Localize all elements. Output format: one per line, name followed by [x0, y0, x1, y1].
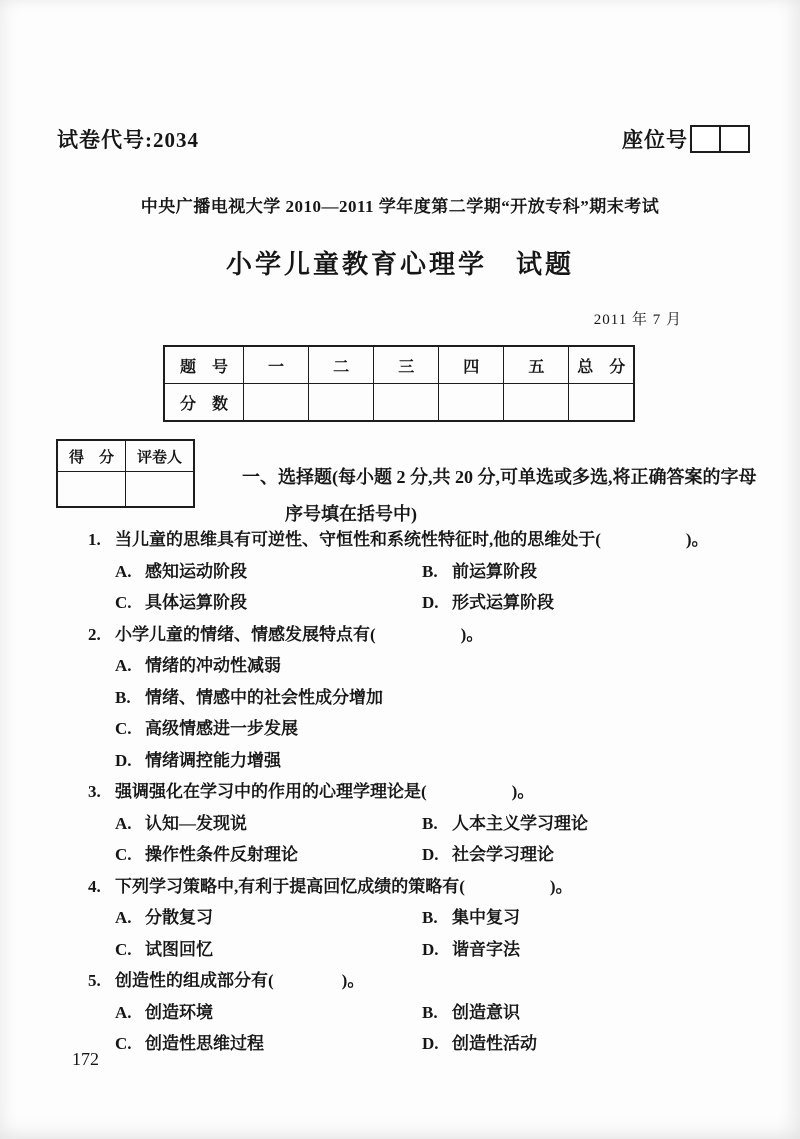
- option-d: [115, 745, 754, 777]
- option-c: [115, 713, 754, 745]
- option-text: 高级情感进一步发展: [145, 719, 298, 738]
- option-d: [422, 1028, 754, 1060]
- score-table-empty-cell: [439, 384, 504, 422]
- option-label: C.: [115, 719, 132, 738]
- section-one-heading: [242, 459, 762, 533]
- option-text: 谐音字法: [452, 939, 520, 959]
- option-text: 情绪调控能力增强: [145, 750, 281, 770]
- question-stem: 小学儿童的情绪、情感发展特点有( )。: [115, 624, 484, 644]
- option-label: A.: [115, 813, 132, 833]
- question-stem-line: [88, 524, 754, 556]
- option-b: [422, 556, 754, 588]
- option-a: [115, 902, 422, 934]
- option-text: 人本主义学习理论: [452, 813, 588, 833]
- option-c: [115, 934, 422, 966]
- options: [115, 902, 754, 965]
- option-text: 形式运算阶段: [452, 593, 554, 612]
- option-a: [115, 650, 754, 682]
- option-b: [422, 997, 754, 1029]
- score-table-cell: 三: [374, 346, 439, 384]
- section-heading-line2: 序号填在括号中): [285, 504, 417, 524]
- grader-label-cell: 评卷人: [126, 440, 195, 472]
- option-a: [115, 808, 422, 840]
- question-number: 2.: [88, 624, 101, 644]
- score-table-empty-cell: [374, 384, 439, 422]
- seat-number-label: 座位号: [622, 128, 688, 152]
- question-number: 3.: [88, 782, 101, 801]
- question-number: 4.: [88, 876, 101, 896]
- question-4: [88, 871, 754, 966]
- option-b: [422, 902, 754, 934]
- grader-blank-cell: [126, 472, 195, 508]
- score-summary-table: [163, 345, 635, 422]
- option-label: B.: [422, 561, 438, 581]
- question-stem: 创造性的组成部分有( )。: [115, 971, 365, 990]
- score-table-cell: 分 数: [164, 384, 244, 422]
- seat-number-boxes: [690, 125, 750, 153]
- school-session-line: 中央广播电视大学 2010—2011 学年度第二学期“开放专科”期末考试: [140, 197, 660, 216]
- score-blank-cell: [57, 472, 126, 508]
- option-text: 感知运动阶段: [145, 561, 247, 581]
- question-stem: 下列学习策略中,有利于提高回忆成绩的策略有( )。: [115, 876, 573, 896]
- option-label: B.: [422, 813, 438, 833]
- question-stem-line: [88, 871, 754, 903]
- score-table-cell: 一: [244, 346, 309, 384]
- option-c: [115, 839, 422, 871]
- option-text: 创造性思维过程: [145, 1034, 264, 1053]
- option-b: [115, 682, 754, 714]
- option-text: 情绪的冲动性减弱: [145, 656, 281, 675]
- score-table-empty-cell: [504, 384, 569, 422]
- seat-number-box-2: [719, 125, 750, 153]
- question-stem-line: [88, 965, 754, 997]
- score-label-cell: 得 分: [57, 440, 126, 472]
- option-label: A.: [115, 656, 132, 675]
- option-a: [115, 997, 422, 1029]
- option-label: C.: [115, 939, 132, 959]
- grader-box-blank-row: [57, 472, 194, 508]
- option-label: A.: [115, 1002, 132, 1022]
- score-table-cell: 总 分: [569, 346, 634, 384]
- option-text: 集中复习: [452, 908, 520, 927]
- option-label: C.: [115, 845, 132, 864]
- option-label: D.: [422, 939, 439, 959]
- option-text: 认知—发现说: [145, 813, 247, 833]
- question-stem: 当儿童的思维具有可逆性、守恒性和系统性特征时,他的思维处于( )。: [115, 530, 709, 549]
- option-text: 前运算阶段: [452, 561, 537, 581]
- question-number: 1.: [88, 530, 101, 549]
- score-table-empty-cell: [309, 384, 374, 422]
- option-label: C.: [115, 593, 132, 612]
- option-text: 分散复习: [145, 908, 213, 927]
- option-text: 创造意识: [452, 1002, 520, 1022]
- score-table-empty-cell: [244, 384, 309, 422]
- option-d: [422, 934, 754, 966]
- option-text: 试图回忆: [145, 939, 213, 959]
- grader-box-label-row: [57, 440, 194, 472]
- option-d: [422, 839, 754, 871]
- seat-number-area: [622, 124, 750, 154]
- question-stem-line: [88, 776, 754, 808]
- grader-score-box: [56, 439, 195, 508]
- option-label: B.: [115, 687, 131, 707]
- option-c: [115, 1028, 422, 1060]
- question-2: [88, 619, 754, 777]
- score-table-cell: 五: [504, 346, 569, 384]
- option-label: A.: [115, 908, 132, 927]
- question-5: [88, 965, 754, 1060]
- questions: [88, 524, 754, 1060]
- section-heading-line1: 一、选择题(每小题 2 分,共 20 分,可单选或多选,将正确答案的字母: [242, 467, 757, 487]
- option-a: [115, 556, 422, 588]
- page-number: 172: [72, 1049, 99, 1069]
- exam-date: 2011 年 7 月: [593, 312, 682, 328]
- option-text: 情绪、情感中的社会性成分增加: [145, 687, 383, 707]
- option-label: D.: [422, 845, 439, 864]
- score-table-empty-cell: [569, 384, 634, 422]
- question-3: [88, 776, 754, 871]
- score-table-cell: 四: [439, 346, 504, 384]
- option-text: 社会学习理论: [452, 845, 554, 864]
- option-label: D.: [115, 750, 132, 770]
- option-label: A.: [115, 561, 132, 581]
- options: [115, 808, 754, 871]
- option-c: [115, 587, 422, 619]
- option-label: C.: [115, 1034, 132, 1053]
- option-text: 创造性活动: [452, 1034, 537, 1053]
- options: [115, 556, 754, 619]
- score-table-cell: 题 号: [164, 346, 244, 384]
- option-d: [422, 587, 754, 619]
- option-label: B.: [422, 1002, 438, 1022]
- option-text: 创造环境: [145, 1002, 213, 1022]
- options: [115, 997, 754, 1060]
- seat-number-box-1: [690, 125, 721, 153]
- option-text: 具体运算阶段: [145, 593, 247, 612]
- question-1: [88, 524, 754, 619]
- question-stem-line: [88, 619, 754, 651]
- score-table-score-row: [164, 384, 634, 422]
- option-b: [422, 808, 754, 840]
- options: [115, 650, 754, 776]
- score-table-header-row: [164, 346, 634, 384]
- paper-code: 试卷代号:2034: [57, 128, 199, 152]
- question-number: 5.: [88, 971, 101, 990]
- page-header: [57, 124, 750, 154]
- option-text: 操作性条件反射理论: [145, 845, 298, 864]
- option-label: B.: [422, 908, 438, 927]
- question-stem: 强调强化在学习中的作用的心理学理论是( )。: [115, 782, 535, 801]
- option-label: D.: [422, 593, 439, 612]
- score-table-cell: 二: [309, 346, 374, 384]
- option-label: D.: [422, 1034, 439, 1053]
- exam-title: 小学儿童教育心理学 试题: [225, 250, 574, 279]
